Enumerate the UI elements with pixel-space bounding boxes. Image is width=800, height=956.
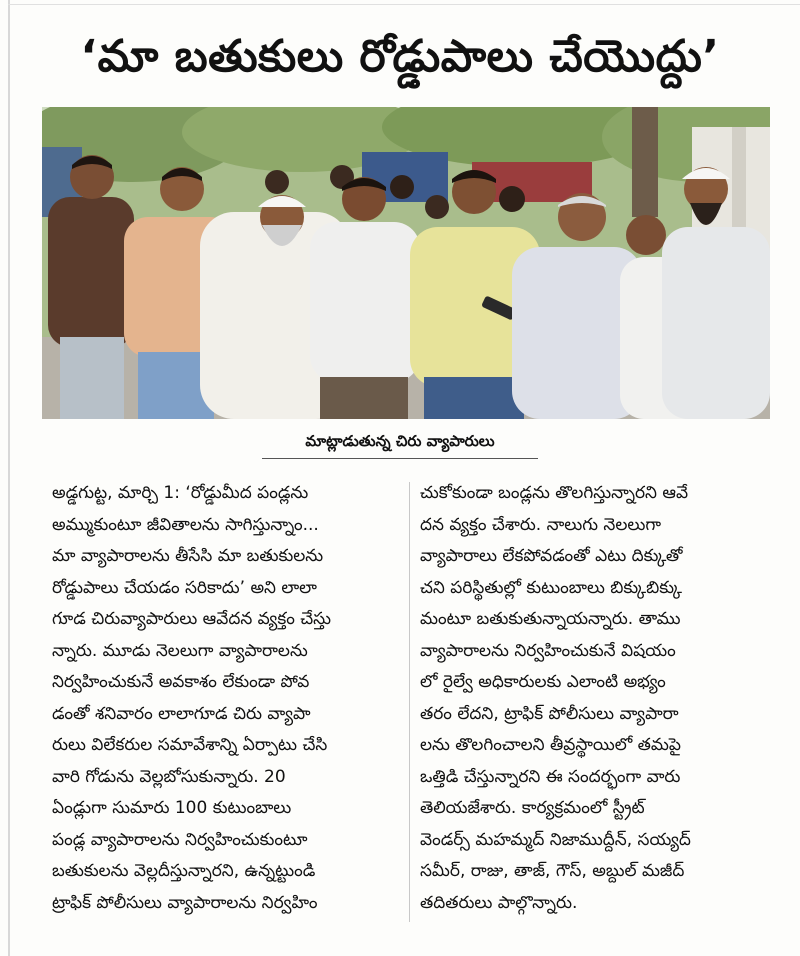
article-line: తదితరులు పాల్గొన్నారు. [420,892,578,913]
article-column-right [420,478,775,919]
article-line: రోడ్డుపాలు చేయడం సరికాదు’ అని లాలా [52,577,317,598]
article-line: చని పరిస్థితుల్లో కుటుంబాలు బిక్కుబిక్కు [420,577,682,598]
article-line: బతుకులను వెల్లదీస్తున్నారని, ఉన్నట్టుండి [52,861,316,881]
article-column-left [52,478,407,919]
news-photo [42,107,770,419]
photo-caption: మాట్లాడుతున్న చిరు వ్యాపారులు [305,432,495,450]
page-top-line [8,4,800,5]
article-line: దన వ్యక్తం చేశారు. నాలుగు నెలలుగా [420,514,661,535]
article-line: ఏండ్లుగా సుమారు 100 కుటుంబాలు [52,798,292,818]
article-line: వారి గోడును వెల్లబోసుకున్నారు. 20 [52,766,286,787]
article-line: మా వ్యాపారాలను తీసేసి మా బతుకులను [52,546,324,566]
headline: ‘మా బతుకులు రోడ్డుపాలు చేయొద్దు’ [80,31,720,82]
caption-underline [262,458,538,459]
article-line: రులు విలేకరుల సమావేశాన్ని ఏర్పాటు చేసి [52,735,328,755]
article-line: వెండర్స్ మహమ్మద్ నిజాముద్దీన్, సయ్యద్ [420,829,691,850]
page-edge-line [8,0,10,956]
article-line: లో రైల్వే అధికారులకు ఎలాంటి అభ్యం [420,672,666,692]
article-line: లను తొలగించాలని తీవ్రస్థాయిలో తమపై [420,735,681,755]
article-line: తరం లేదని, ట్రాఫిక్ పోలీసులు వ్యాపారా [420,703,679,724]
article-line: తెలియజేశారు. కార్యక్రమంలో స్ట్రీట్ [420,798,645,818]
article-line: వ్యాపారాలు లేకపోవడంతో ఎటు దిక్కుతో [420,546,683,566]
article-line: పండ్ల వ్యాపారాలను నిర్వహించుకుంటూ [52,829,308,850]
article-line: ట్రాఫిక్ పోలీసులు వ్యాపారాలను నిర్వహిం [52,892,318,913]
article-line: చుకోకుండా బండ్లను తొలగిస్తున్నారని ఆవే [420,483,689,503]
article-line: నిర్వహించుకునే అవకాశం లేకుండా పోవ [52,672,310,692]
article-line: అమ్ముకుంటూ జీవితాలను సాగిస్తున్నాం... [52,514,319,535]
article-line: అడ్డగుట్ట, మార్చి 1: ‘రోడ్డుమీద పండ్లను [52,483,309,503]
article-line: సమీర్, రాజు, తాజ్, గౌస్, అబ్దుల్ మజీద్ [420,861,685,881]
article-line: డంతో శనివారం లాలాగూడ చిరు వ్యాపా [52,703,311,724]
article-line: మంటూ బతుకుతున్నాయన్నారు. తాము [420,609,681,629]
column-divider [409,482,410,922]
article-line: ఒత్తిడి చేస్తున్నారని ఈ సందర్భంగా వారు [420,766,681,787]
article-line: వ్యాపారాలను నిర్వహించుకునే విషయం [420,640,676,661]
article-line: న్నారు. మూడు నెలలుగా వ్యాపారాలను [52,640,308,661]
article-line: గూడ చిరువ్యాపారులు ఆవేదన వ్యక్తం చేస్తు [52,609,331,629]
